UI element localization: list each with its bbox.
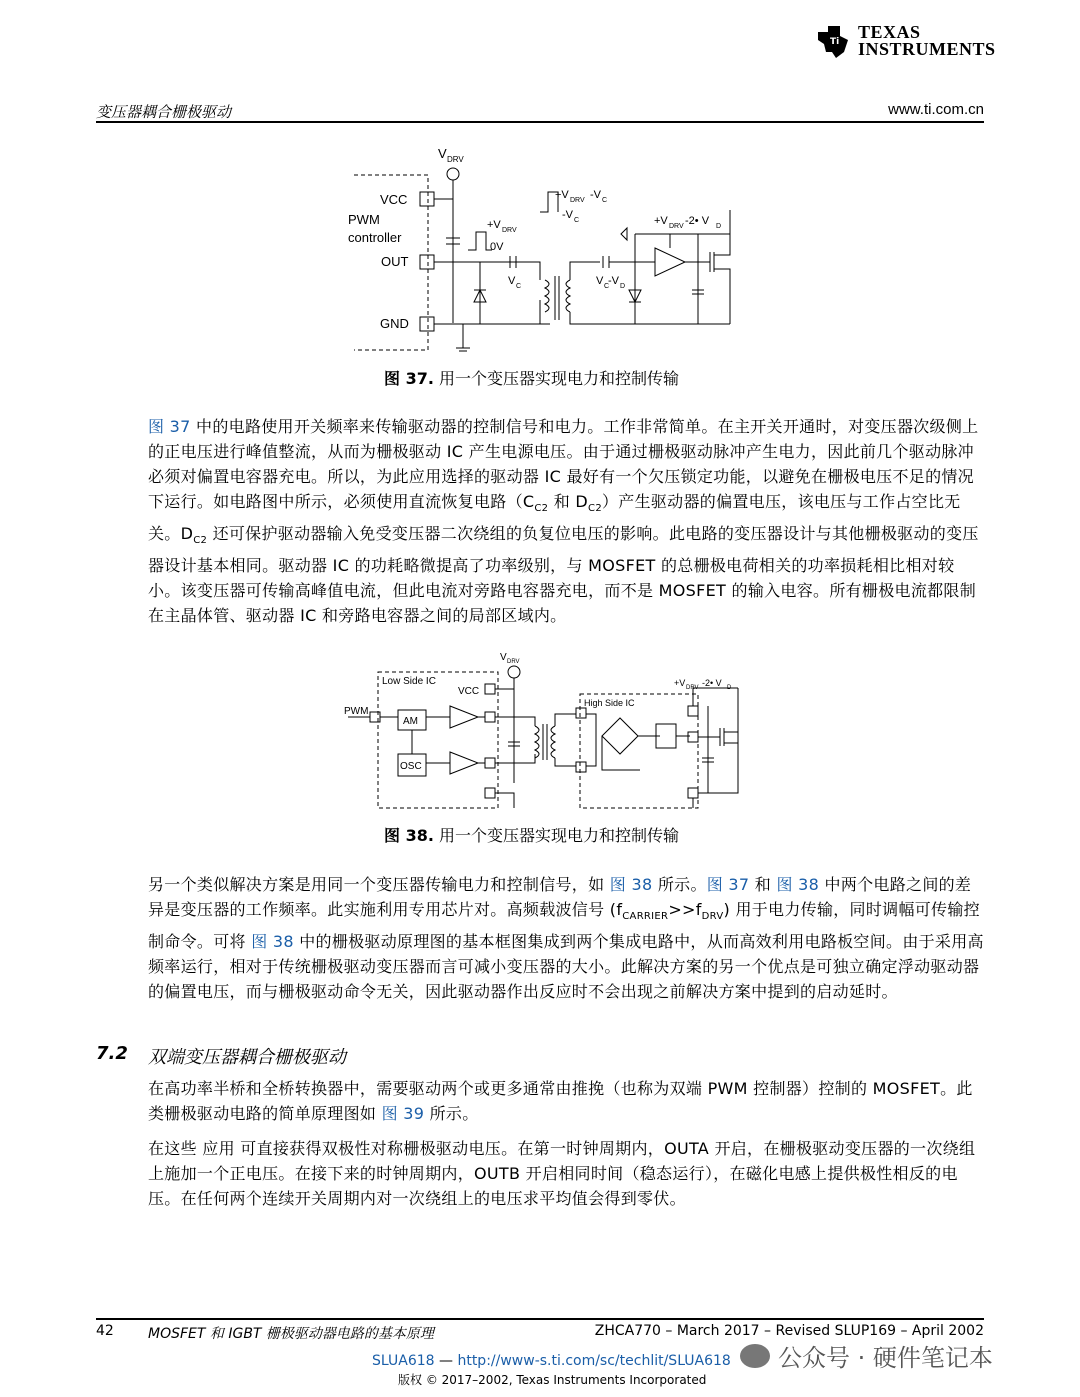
svg-text:-V: -V: [590, 189, 601, 201]
fig38-link[interactable]: 图 38: [251, 932, 294, 952]
figure-38-caption: 图 38. 用一个变压器实现电力和控制传输: [384, 826, 680, 845]
svg-text:+V: +V: [674, 678, 686, 688]
svg-text:DRV: DRV: [507, 659, 520, 665]
svg-text:DRV: DRV: [570, 197, 585, 204]
svg-text:D: D: [620, 283, 626, 290]
svg-text:VCC: VCC: [380, 192, 408, 207]
paragraph-4: 在这些 应用 可直接获得双极性对称栅极驱动电压。在第一时钟周期内，OUTA 开启，在栅极驱动变压器的一次绕组上施加一个正电压。在接下来的时钟周期内，OUTB 开启相同时间（稳态运行），在磁化电感上提供极性相反的电压。在任何两个连续开关周期内对一次绕组上的电压求平均值会得到零伏。: [148, 1139, 976, 1208]
svg-text:+V: +V: [654, 215, 668, 227]
svg-text:+V: +V: [555, 189, 569, 201]
svg-text:High Side IC: High Side IC: [584, 698, 635, 708]
svg-text:-V: -V: [562, 209, 573, 221]
svg-text:DRV: DRV: [447, 155, 464, 164]
svg-text:V: V: [596, 275, 604, 287]
footer-links: SLUA618 — http://www-s.ti.com/sc/techlit/SLUA618: [372, 1353, 731, 1369]
svg-text:DRV: DRV: [502, 227, 517, 234]
paragraph-1: 图 37 中的电路使用开关频率来传输驱动器的控制信号和电力。工作非常简单。在主开关开通时，对变压器次级侧上的正电压进行峰值整流，从而为栅极驱动 IC 产生电源电压。由于通过栅极驱动脉冲产生电力，因此前几个驱动脉冲必须对偏置电容器充电。所以，为此应用选择的驱动器 IC 最好有一个欠压锁定功能，以避免在栅极电压不足的情况下运行。如电路图中所示，必须使用直流恢复电路（$C_{C2}$ 和 $D_{C2}$）产生驱动器的偏置电压，该电压与工作占空比无关。$D_{C2}$ 还可保护驱动器输入免受变压器二次绕组的负复位电压的影响。此电路的变压器设计与其他栅极驱动的变压器设计基本相同。驱动器 IC 的功耗略微提高了功率级别，与 MOSFET 的总栅极电荷相关的功率损耗相比相对较小。该变压器可传输高峰值电流，但此电流对旁路电容器充电，而不是 MOSFET 的输入电容。所有栅极电流都限制在主晶体管、驱动器 IC 和旁路电容器之间的局部区域内。: [148, 417, 979, 626]
svg-text:-2• V: -2• V: [685, 215, 710, 227]
fig37-link[interactable]: 图 37: [148, 417, 191, 436]
svg-text:Ti: Ti: [830, 37, 840, 47]
svg-text:+V: +V: [487, 219, 501, 231]
svg-text:VCC: VCC: [458, 686, 480, 697]
header-rule: [96, 121, 984, 123]
footer-title: MOSFET 和 IGBT 栅极驱动器电路的基本原理: [148, 1326, 434, 1342]
section-title: 双端变压器耦合栅极驱动: [148, 1047, 346, 1068]
header-url[interactable]: www.ti.com.cn: [888, 101, 984, 118]
svg-text:-V: -V: [608, 275, 619, 287]
footer-rule: [96, 1318, 984, 1320]
logo-line1: TEXAS: [858, 22, 921, 42]
svg-text:AM: AM: [403, 716, 418, 727]
ti-logo: [814, 20, 996, 64]
svg-text:C: C: [516, 283, 522, 290]
svg-text:C: C: [574, 217, 580, 224]
svg-text:controller: controller: [348, 230, 402, 245]
page-number: 42: [96, 1323, 114, 1339]
svg-text:0V: 0V: [490, 241, 504, 253]
svg-text:PWM: PWM: [344, 706, 369, 717]
svg-text:GND: GND: [380, 316, 409, 331]
footer-copyright: 版权 © 2017–2002, Texas Instruments Incorporated: [398, 1373, 707, 1387]
fig38-link[interactable]: 图 38: [776, 875, 820, 894]
slua618-link[interactable]: SLUA618: [372, 1353, 435, 1369]
wechat-icon: [740, 1344, 770, 1368]
svg-text:V: V: [500, 652, 507, 663]
svg-text:-2• V: -2• V: [702, 678, 722, 688]
svg-text:DRV: DRV: [686, 685, 699, 691]
svg-text:V: V: [438, 146, 447, 161]
svg-text:OUT: OUT: [381, 254, 409, 269]
logo-line2: INSTRUMENTS: [858, 39, 996, 59]
svg-text:C: C: [604, 283, 610, 290]
svg-text:D: D: [716, 223, 722, 230]
fig38-link[interactable]: 图 38: [609, 875, 653, 894]
header-title: 变压器耦合栅极驱动: [96, 103, 232, 121]
footer-docid: ZHCA770 – March 2017 – Revised SLUP169 – April 2002: [594, 1323, 984, 1339]
figure-38-block-diagram: [340, 648, 750, 813]
paragraph-2: 另一个类似解决方案是用同一个变压器传输电力和控制信号，如 图 38 所示。图 37 和 图 38 中两个电路之间的差异是变压器的工作频率。此实施利用专用芯片对。高频载波信号 $(f_{CARRIER}>>f_{DRV})$ 用于电力传输，同时调幅可传输控制命令。可将 图 38 中的栅极驱动原理图的基本框图集成到两个集成电路中，从而高效利用电路板空间。由于采用高频率运行，相对于传统栅极驱动变压器而言可减小变压器的大小。此解决方案的另一个优点是可独立确定浮动驱动器的偏置电压，而与栅极驱动命令无关，因此驱动器作出反应时不会出现之前解决方案中提到的启动延时。: [148, 875, 984, 1002]
fig37-link[interactable]: 图 37: [706, 875, 750, 894]
svg-text:D: D: [727, 685, 732, 691]
figure-37-caption: 图 37. 用一个变压器实现电力和控制传输: [384, 369, 680, 388]
section-number: 7.2: [96, 1043, 128, 1064]
figure-37-schematic: [340, 140, 760, 355]
svg-text:DRV: DRV: [669, 223, 684, 230]
svg-text:PWM: PWM: [348, 212, 380, 227]
ti-state-icon: [814, 22, 854, 62]
paragraph-3: 在高功率半桥和全桥转换器中，需要驱动两个或更多通常由推挽（也称为双端 PWM 控制器）控制的 MOSFET。此类栅极驱动电路的简单原理图如 图 39 所示。: [148, 1079, 973, 1123]
techlit-link[interactable]: http://www-s.ti.com/sc/techlit/SLUA618: [457, 1353, 731, 1369]
svg-text:Low Side IC: Low Side IC: [382, 676, 436, 687]
svg-text:OSC: OSC: [400, 761, 422, 772]
watermark: 公众号 · 硬件笔记本: [740, 1338, 993, 1373]
svg-text:C: C: [602, 197, 608, 204]
fig39-link[interactable]: 图 39: [381, 1104, 425, 1123]
svg-text:V: V: [508, 275, 516, 287]
